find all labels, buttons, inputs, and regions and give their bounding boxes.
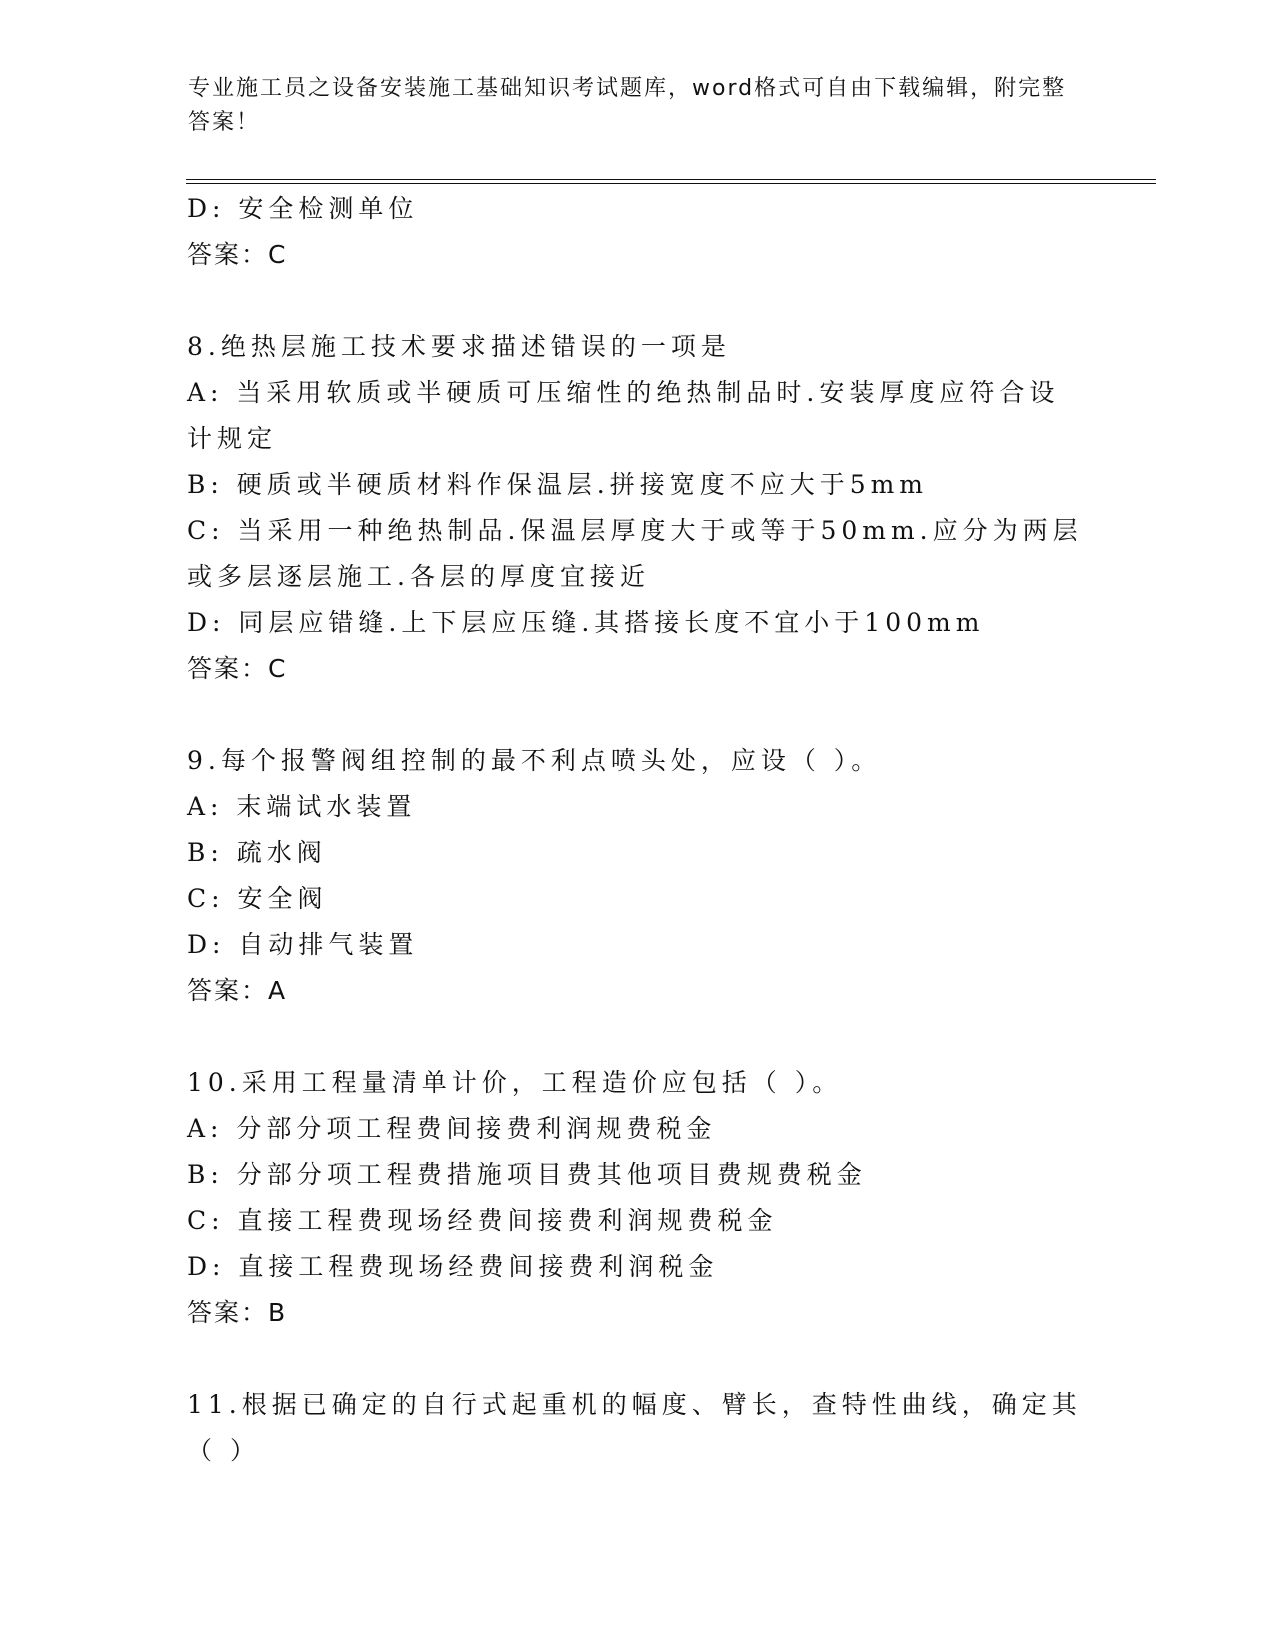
question-text: 10.采用工程量清单计价，工程造价应包括（ ）。 [187, 1068, 843, 1097]
question-9 [187, 738, 1087, 1014]
option-a: A: 末端试水装置 [187, 792, 417, 821]
option-d: D: 自动排气装置 [187, 930, 419, 959]
previous-question-tail [187, 186, 1087, 278]
option-c: C: 当采用一种绝热制品.保温层厚度大于或等于50mm.应分为两层或多层逐层施工.各层的厚度宜接近 [187, 516, 1083, 591]
option-b: B: 分部分项工程费措施项目费其他项目费规费税金 [187, 1160, 867, 1189]
question-text: 11.根据已确定的自行式起重机的幅度、臂长，查特性曲线，确定其（ ） [187, 1390, 1082, 1465]
option-c: C: 安全阀 [187, 884, 328, 913]
header-rule-top [186, 179, 1156, 180]
question-8 [187, 324, 1087, 692]
answer: 答案：A [187, 976, 288, 1005]
question-text: 9.每个报警阀组控制的最不利点喷头处，应设（ ）。 [187, 746, 882, 775]
answer: 答案：B [187, 1298, 288, 1327]
spacer [187, 692, 1087, 738]
answer: 答案：C [187, 654, 288, 683]
option-b: B: 硬质或半硬质材料作保温层.拼接宽度不应大于5mm [187, 470, 929, 499]
spacer [187, 278, 1087, 324]
option-d: D: 同层应错缝.上下层应压缝.其搭接长度不宜小于100mm [187, 608, 985, 637]
document-header: 专业施工员之设备安装施工基础知识考试题库，word格式可自由下载编辑，附完整答案！ [188, 76, 1067, 135]
header-rule-bottom [186, 183, 1156, 184]
question-text: 8.绝热层施工技术要求描述错误的一项是 [187, 332, 731, 361]
answer: 答案：C [187, 240, 288, 269]
option-a: A: 分部分项工程费间接费利润规费税金 [187, 1114, 717, 1143]
spacer [187, 1014, 1087, 1060]
option-c: C: 直接工程费现场经费间接费利润规费税金 [187, 1206, 778, 1235]
spacer [187, 1336, 1087, 1382]
question-11 [187, 1382, 1087, 1474]
option-d: D: 安全检测单位 [187, 194, 419, 223]
document-body [187, 186, 1087, 1474]
question-10 [187, 1060, 1087, 1336]
option-b: B: 疏水阀 [187, 838, 327, 867]
option-a: A: 当采用软质或半硬质可压缩性的绝热制品时.安装厚度应符合设计规定 [187, 378, 1060, 453]
option-d: D: 直接工程费现场经费间接费利润税金 [187, 1252, 719, 1281]
